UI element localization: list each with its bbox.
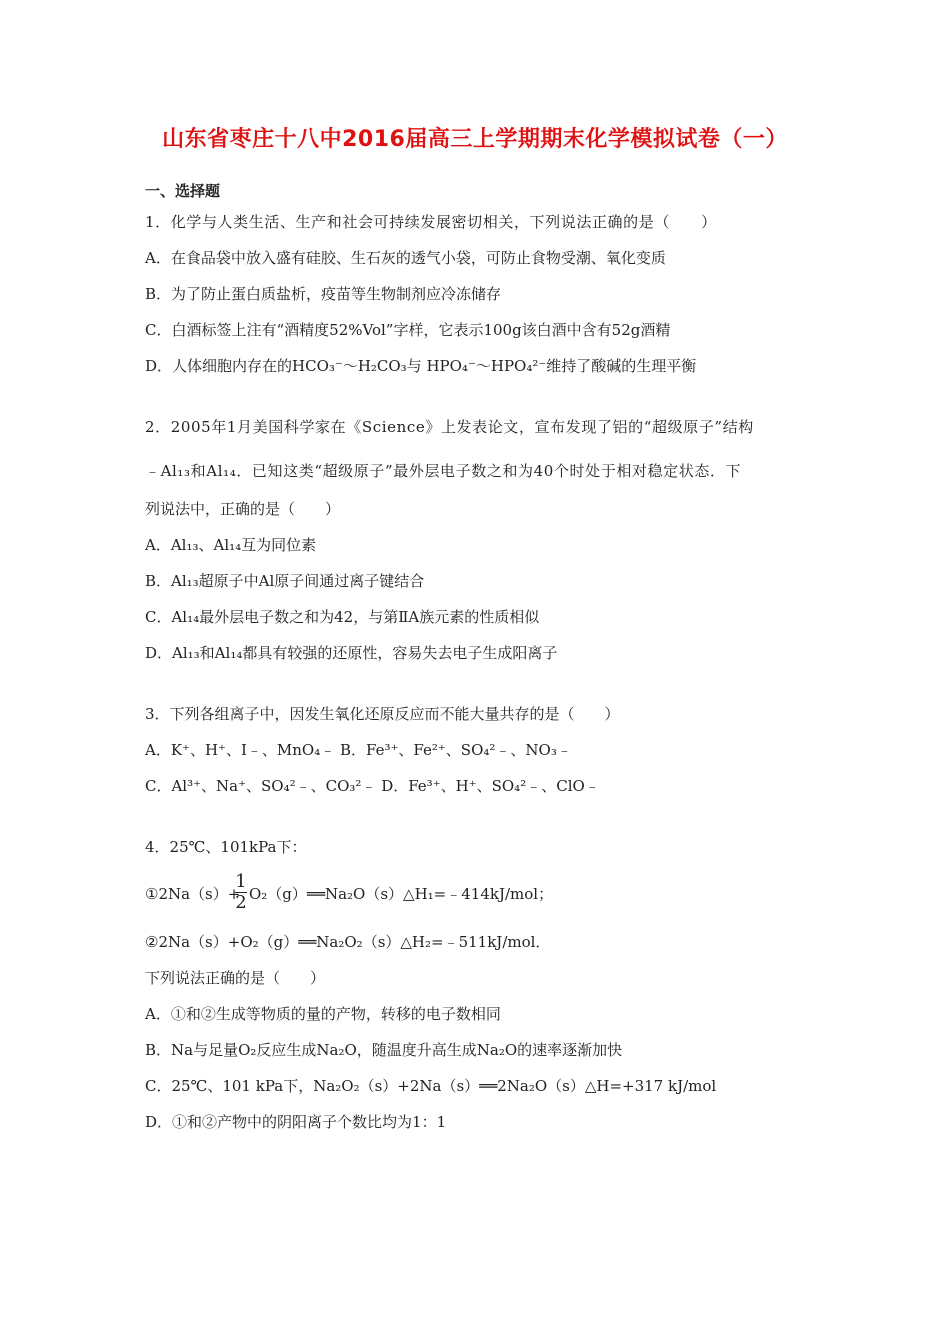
q1-option-b: B．为了防止蛋白质盐析，疫苗等生物制剂应冷冻储存 — [145, 285, 502, 303]
q1-option-c: C．白酒标签上注有“酒精度52%Vol”字样，它表示100g该白酒中含有52g酒精 — [145, 321, 671, 339]
q4-option-d: D．①和②产物中的阴阳离子个数比均为1：1 — [145, 1113, 447, 1131]
q4-eq2: ②2Na（s）+O₂（g）══Na₂O₂（s）△H₂=﹣511kJ/mol． — [145, 933, 551, 951]
page-title: 山东省枣庄十八中2016届高三上学期期末化学模拟试卷（一） — [162, 127, 788, 152]
q1-option-a: A．在食品袋中放入盛有硅胶、生石灰的透气小袋，可防止食物受潮、氧化变质 — [145, 249, 666, 267]
fraction-numerator: 1 — [235, 871, 247, 892]
q3-options-ab: A．K⁺、H⁺、I﹣、MnO₄﹣ B．Fe³⁺、Fe²⁺、SO₄²﹣、NO₃﹣ — [145, 741, 572, 759]
fraction-denominator: 2 — [235, 892, 247, 913]
q2-option-a: A．Al₁₃、Al₁₄互为同位素 — [145, 536, 317, 554]
q4-eq1-suffix: O₂（g）══Na₂O（s）△H₁=﹣414kJ/mol； — [249, 885, 554, 903]
section-heading: 一、选择题 — [145, 182, 221, 200]
q1-option-d: D．人体细胞内存在的HCO₃⁻～H₂CO₃与 HPO₄⁻～HPO₄²⁻维持了酸碱的生理平衡 — [145, 357, 697, 375]
q3-options-cd: C．Al³⁺、Na⁺、SO₄²﹣、CO₃²﹣ D．Fe³⁺、H⁺、SO₄²﹣、ClO﹣ — [145, 777, 600, 795]
q1-stem: 1．化学与人类生活、生产和社会可持续发展密切相关，下列说法正确的是（ ） — [145, 213, 717, 231]
q3-stem: 3．下列各组离子中，因发生氧化还原反应而不能大量共存的是（ ） — [145, 705, 620, 723]
q2-stem-line2: ﹣Al₁₃和Al₁₄．已知这类“超级原子”最外层电子数之和为40个时处于相对稳定状态．下 — [145, 462, 742, 480]
q2-stem-line3: 列说法中，正确的是（ ） — [145, 500, 341, 518]
q4-option-b: B．Na与足量O₂反应生成Na₂O，随温度升高生成Na₂O的速率逐渐加快 — [145, 1041, 623, 1059]
q4-eq1-prefix: ①2Na（s）+ — [145, 885, 241, 903]
q2-option-d: D．Al₁₃和Al₁₄都具有较强的还原性，容易失去电子生成阳离子 — [145, 644, 558, 662]
q4-option-a: A．①和②生成等物质的量的产物，转移的电子数相同 — [145, 1005, 501, 1023]
q4-stem: 4．25℃、101kPa下： — [145, 838, 307, 856]
q2-option-c: C．Al₁₄最外层电子数之和为42，与第ⅡA族元素的性质相似 — [145, 608, 540, 626]
q2-stem-line1: 2．2005年1月美国科学家在《Science》上发表论文，宣布发现了铝的“超级原子”结构 — [145, 418, 754, 436]
q4-option-c: C．25℃、101 kPa下，Na₂O₂（s）+2Na（s）══2Na₂O（s）△H=+317 kJ/mol — [145, 1077, 717, 1095]
q4-fraction — [234, 872, 248, 913]
q4-ask: 下列说法正确的是（ ） — [145, 969, 326, 987]
q2-option-b: B．Al₁₃超原子中Al原子间通过离子键结合 — [145, 572, 425, 590]
